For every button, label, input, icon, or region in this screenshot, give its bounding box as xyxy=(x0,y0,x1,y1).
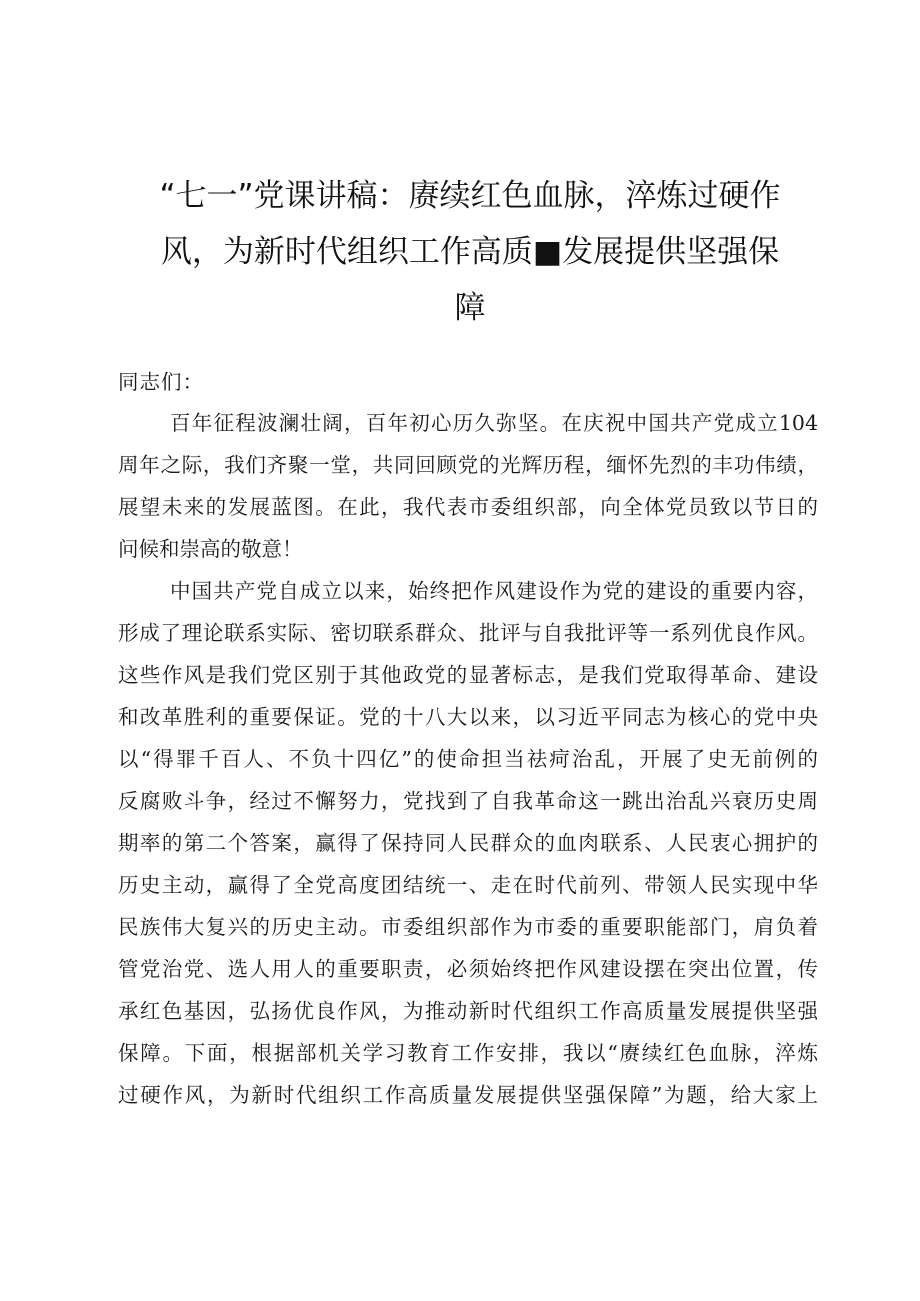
paragraph-line: 承红色基因，弘扬优良作风，为推动新时代组织工作高质量发展提供坚强 xyxy=(118,999,818,1023)
paragraph-line: 反腐败斗争，经过不懈努力，党找到了自我革命这一跳出治乱兴衰历史周 xyxy=(118,789,818,813)
paragraph-line: 历史主动，赢得了全党高度团结统一、走在时代前列、带领人民实现中华 xyxy=(118,873,818,897)
paragraph-line: 展望未来的发展蓝图。在此，我代表市委组织部，向全体党员致以节日的 xyxy=(118,495,818,519)
paragraph-work-style xyxy=(118,570,818,1116)
title-line: 风，为新时代组织工作高质■发展提供坚强保 xyxy=(160,234,780,270)
paragraph-line: 期率的第二个答案，赢得了保持同人民群众的血肉联系、人民衷心拥护的 xyxy=(118,831,818,855)
paragraph-line: 管党治党、选人用人的重要职责，必须始终把作风建设摆在突出位置，传 xyxy=(118,957,818,981)
paragraph-line: 这些作风是我们党区别于其他政党的显著标志，是我们党取得革命、建设 xyxy=(118,663,818,687)
salutation-text: 同志们： xyxy=(118,370,204,394)
document-body xyxy=(118,362,818,1116)
paragraph-line: 问候和崇高的敬意！ xyxy=(118,537,303,561)
paragraph-line: 周年之际，我们齐聚一堂，共同回顾党的光辉历程，缅怀先烈的丰功伟绩， xyxy=(118,453,818,477)
title-line: 障 xyxy=(454,290,486,326)
paragraph-line: 保障。下面，根据部机关学习教育工作安排，我以“赓续红色血脉，淬炼 xyxy=(118,1041,818,1065)
paragraph-line: 百年征程波澜壮阔，百年初心历久弥坚。在庆祝中国共产党成立104 xyxy=(170,411,818,435)
document-title xyxy=(140,168,800,336)
paragraph-line: 以“得罪千百人、不负十四亿”的使命担当祛疴治乱，开展了史无前例的 xyxy=(118,747,818,771)
paragraph-opening xyxy=(118,402,818,570)
salutation xyxy=(118,362,818,402)
paragraph-line: 民族伟大复兴的历史主动。市委组织部作为市委的重要职能部门，肩负着 xyxy=(118,915,818,939)
title-line: “七一”党课讲稿：赓续红色血脉，淬炼过硬作 xyxy=(159,178,781,214)
paragraph-line: 过硬作风，为新时代组织工作高质量发展提供坚强保障”为题，给大家上 xyxy=(118,1083,818,1107)
paragraph-line: 形成了理论联系实际、密切联系群众、批评与自我批评等一系列优良作风。 xyxy=(118,621,818,645)
paragraph-line: 和改革胜利的重要保证。党的十八大以来，以习近平同志为核心的党中央 xyxy=(118,705,818,729)
paragraph-line: 中国共产党自成立以来，始终把作风建设作为党的建设的重要内容， xyxy=(170,579,818,603)
